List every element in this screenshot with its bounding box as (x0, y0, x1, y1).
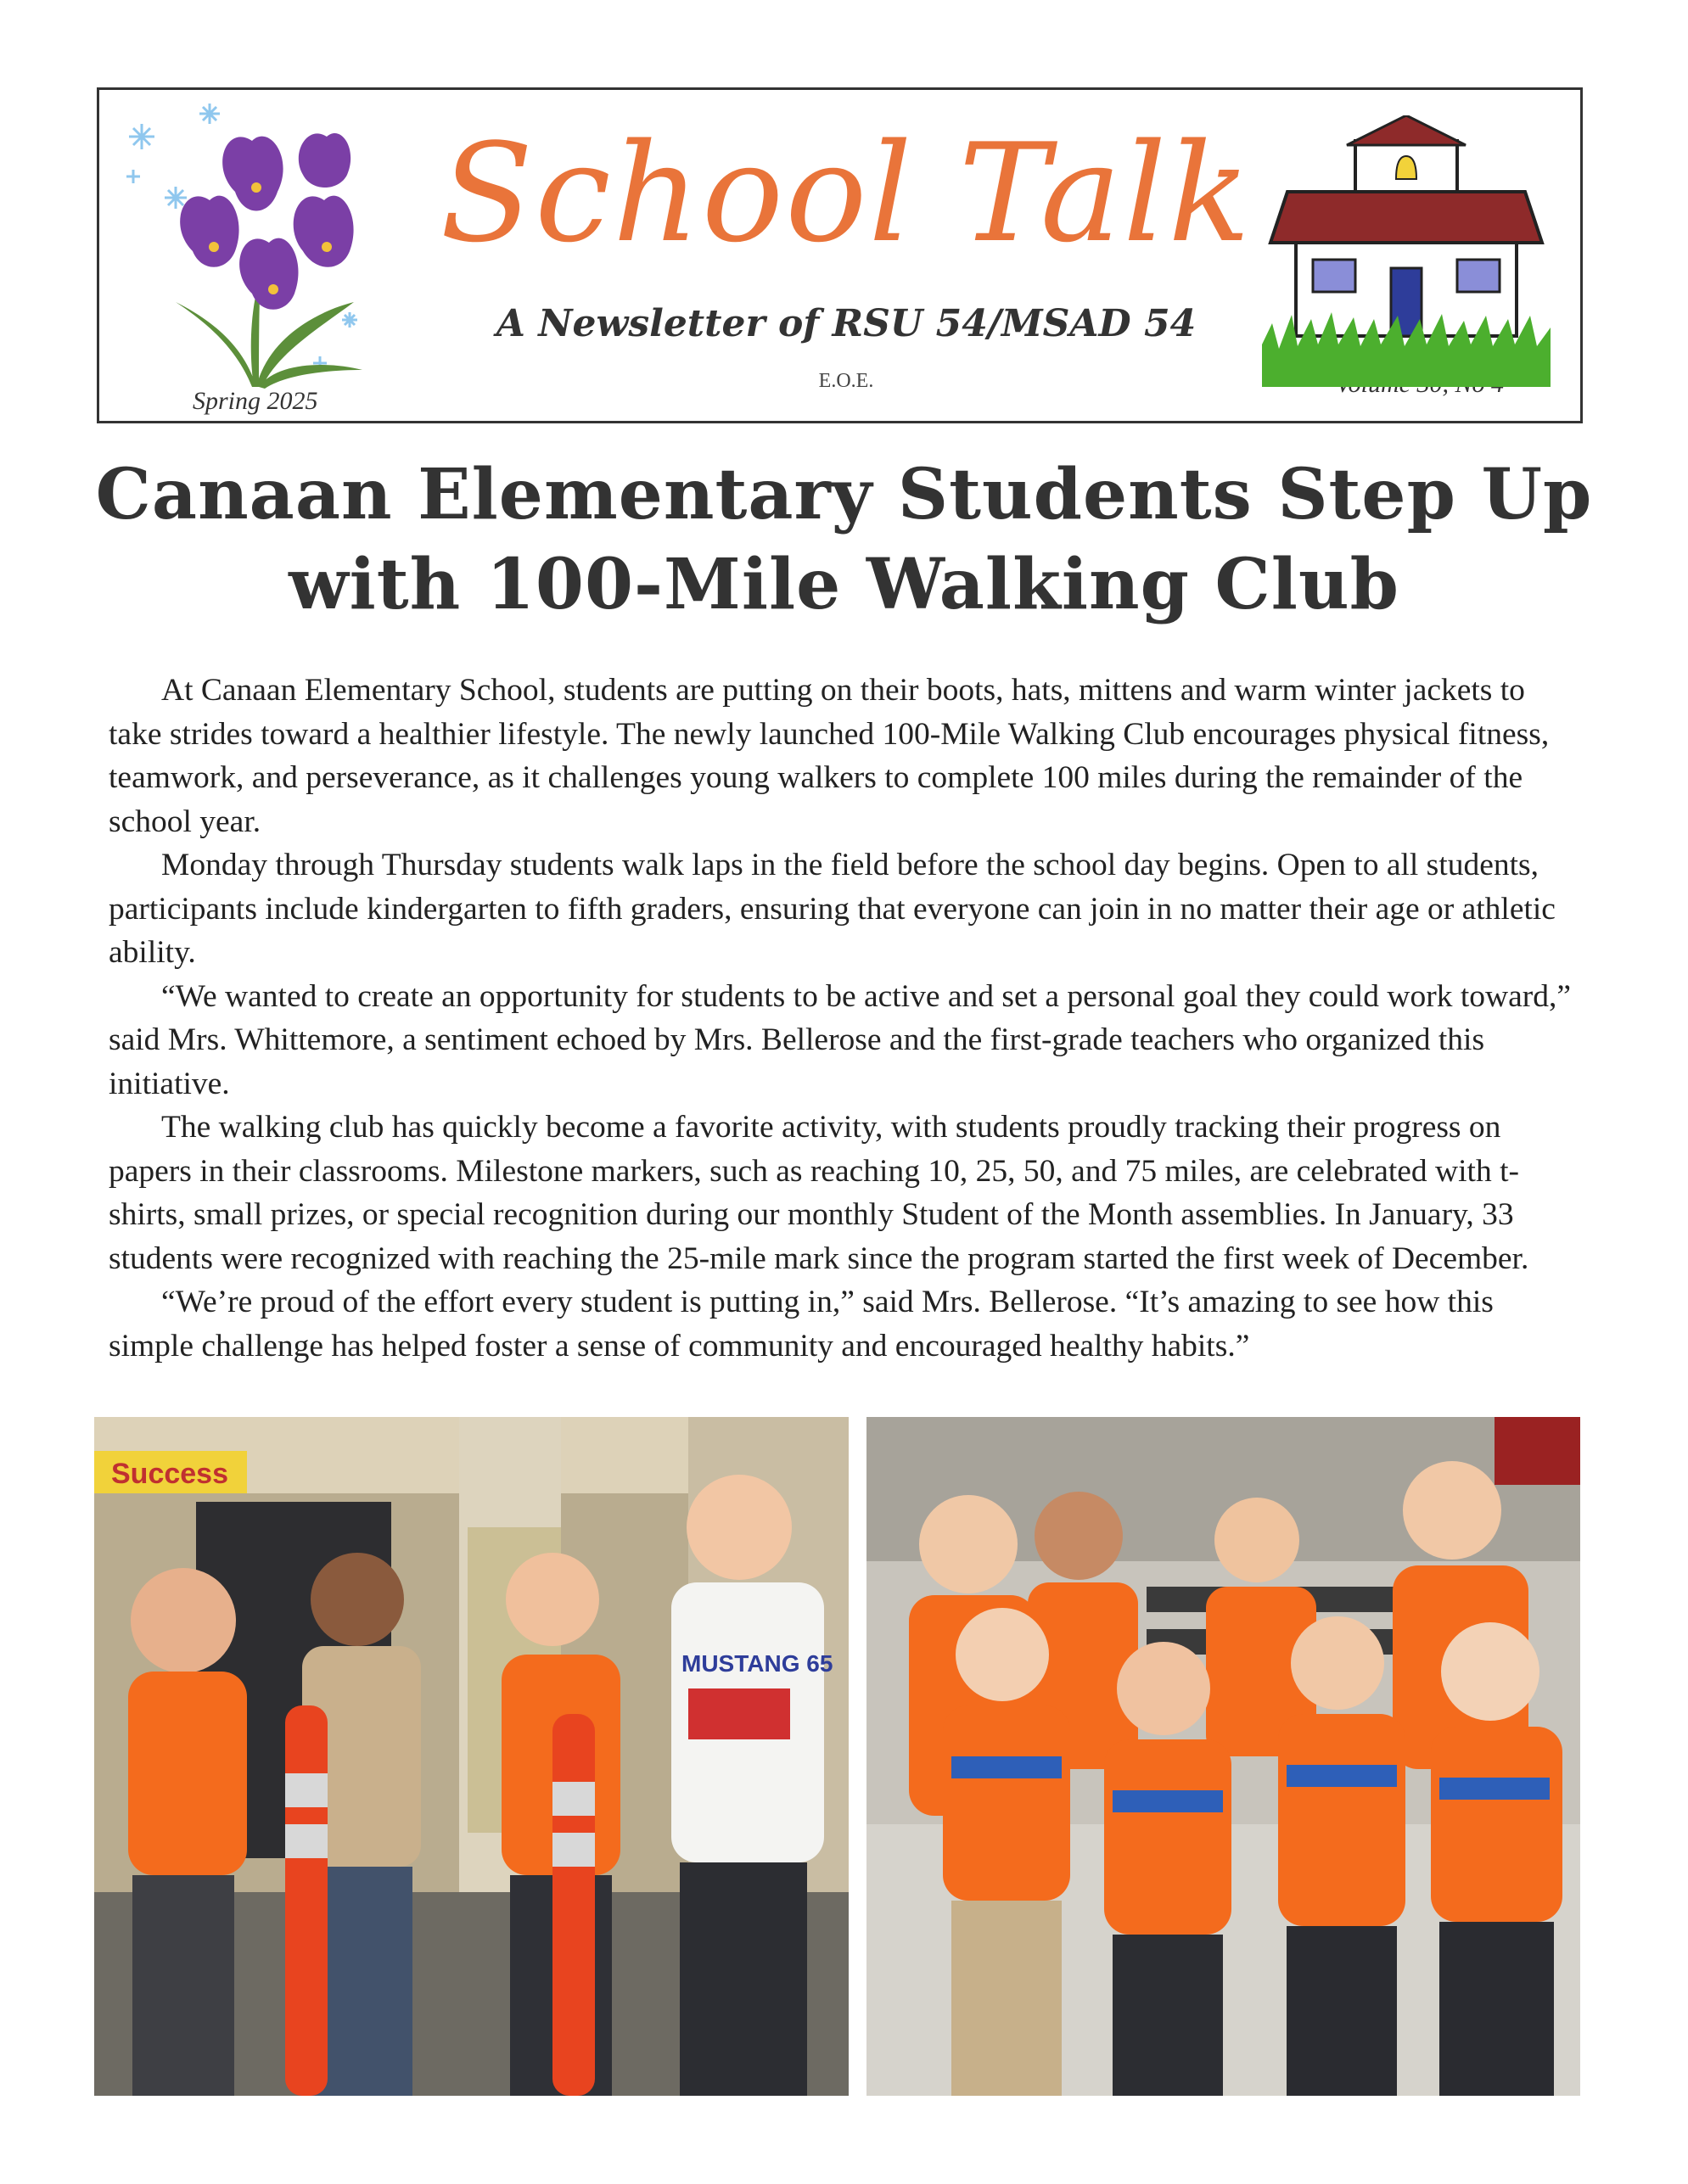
bell-icon (1396, 156, 1416, 179)
article-paragraph: At Canaan Elementary School, students are putting on their boots, hats, mittens and warm winter jackets to take strides toward a healthier lifestyle. The newly launched 100-Mile Walking Club encourages physical fitness, teamwork, and perseverance, as it challenges young walkers to complete 100 miles during the remainder of the school year. (109, 673, 1550, 839)
article-paragraph: The walking club has quickly become a favorite activity, with students proudly tracking their progress on papers in their classrooms. Milestone markers, such as reaching 10, 25, 50, and 75 miles, are celebrated with t-shirts, small prizes, or special recognition during our monthly Student of the Month assemblies. In January, 33 students were recognized with reaching the 25-mile mark since the program started the first week of December. (109, 1110, 1529, 1276)
issue-season: Spring 2025 (193, 387, 318, 415)
eoe-label: E.O.E. (818, 370, 874, 392)
headline-line-1: Canaan Elementary Students Step Up (95, 454, 1593, 535)
shirt-print: MUSTANG 65 (681, 1650, 833, 1677)
success-sign: Success (111, 1458, 228, 1490)
traffic-cone-post (285, 1705, 328, 2096)
article-headline (68, 450, 1620, 630)
traffic-cone-post (552, 1714, 595, 2096)
photo-students-classroom (94, 1417, 849, 2096)
newsletter-subtitle: A Newsletter of RSU 54/MSAD 54 (496, 302, 1197, 345)
headline-line-2: with 100-Mile Walking Club (289, 544, 1399, 625)
newsletter-title: School Talk (440, 114, 1253, 272)
crocus-flowers-illustration (108, 90, 396, 395)
crocus-petals (180, 133, 353, 310)
article-body (109, 669, 1585, 1368)
article-paragraph: Monday through Thursday students walk laps in the field before the school day begins. Open to all students, participants include kindergarten to fifth graders, ensuring that everyone can join in no matter their age or athletic ability. (109, 848, 1556, 970)
article-paragraph: “We wanted to create an opportunity for students to be active and set a personal goal they could work toward,” said Mrs. Whittemore, a sentiment echoed by Mrs. Bellerose and the first-grade teachers who organized this initiative. (109, 978, 1572, 1101)
article-paragraph: “We’re proud of the effort every student is putting in,” said Mrs. Bellerose. “It’s amazing to see how this simple challenge has helped foster a sense of community and encouraged healthy habits.” (109, 1285, 1494, 1364)
masthead (97, 87, 1583, 423)
photo-students-cafeteria (866, 1417, 1580, 2096)
schoolhouse-icon (1262, 115, 1551, 387)
